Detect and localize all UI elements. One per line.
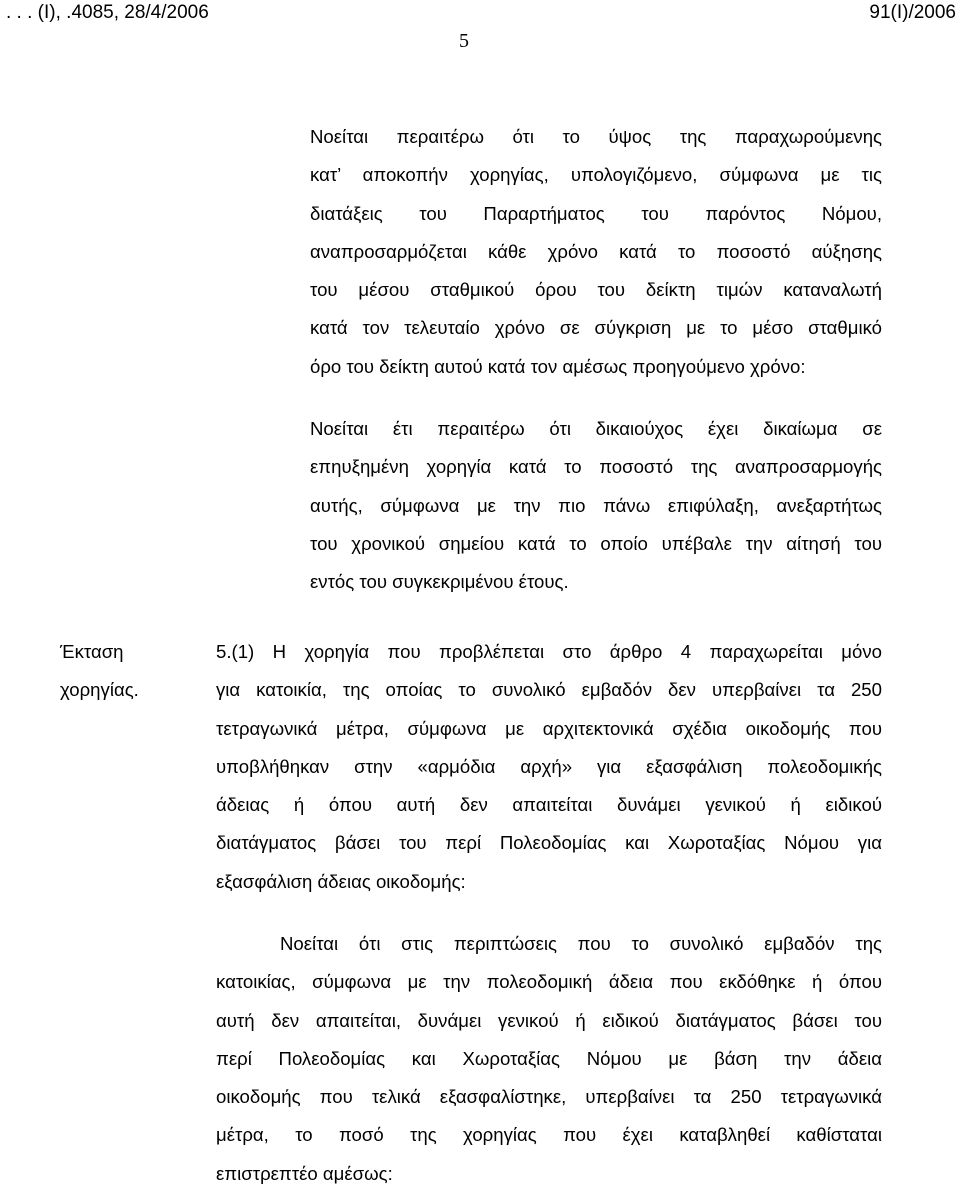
text-line: τετραγωνικά μέτρα, σύμφωνα με αρχιτεκτονικά σχέδια οικοδομής που	[216, 717, 882, 739]
text-line: για κατοικία, της οποίας το συνολικό εμβαδόν δεν υπερβαίνει τα 250	[216, 679, 882, 701]
margin-note-line: χορηγίας.	[60, 679, 139, 701]
text-line: διατάγματος βάσει του περί Πολεοδομίας και Χωροταξίας Νόμου για	[216, 832, 882, 854]
header-gazette-reference: . . . (Ι), .4085, 28/4/2006	[6, 2, 209, 23]
text-line: Νοείται περαιτέρω ότι το ύψος της παραχωρούμενης	[310, 126, 882, 147]
text-line: μέτρα, το ποσό της χορηγίας που έχει καταβληθεί καθίσταται	[216, 1124, 882, 1146]
text-line: κατά τον τελευταίο χρόνο σε σύγκριση με το μέσο σταθμικό	[310, 317, 882, 339]
text-line: υποβλήθηκαν στην «αρμόδια αρχή» για εξασφάλιση πολεοδομικής	[216, 755, 882, 777]
text-line: επηυξημένη χορηγία κατά το ποσοστό της αναπροσαρμογής	[310, 456, 882, 478]
paragraph-section-5-1	[216, 633, 882, 901]
text-line: περί Πολεοδομίας και Χωροταξίας Νόμου με βάση την άδεια	[216, 1047, 882, 1069]
header-law-number: 91(I)/2006	[869, 2, 956, 23]
paragraph-proviso-increased-grant	[310, 410, 882, 601]
text-line: Νοείται έτι περαιτέρω ότι δικαιούχος έχει δικαίωμα σε	[310, 418, 882, 439]
text-line: 5.(1) Η χορηγία που προβλέπεται στο άρθρο 4 παραχωρείται μόνο	[216, 641, 882, 662]
text-line: αναπροσαρμόζεται κάθε χρόνο κατά το ποσοστό αύξησης	[310, 240, 882, 262]
paragraph-proviso-adjustment	[310, 118, 882, 386]
text-line: διατάξεις του Παραρτήματος του παρόντος Νόμου,	[310, 202, 882, 224]
text-line: άδειας ή όπου αυτή δεν απαιτείται δυνάμει γενικού ή ειδικού	[216, 794, 882, 816]
page-number: 5	[459, 30, 469, 52]
paragraph-proviso-refund	[216, 925, 882, 1193]
text-line: του μέσου σταθμικού όρου του δείκτη τιμών καταναλωτή	[310, 279, 882, 301]
text-line: εντός του συγκεκριμένου έτους.	[310, 571, 569, 593]
margin-note-scope-of-grant	[60, 633, 139, 710]
text-line: επιστρεπτέο αμέσως:	[216, 1162, 393, 1184]
text-line: αυτής, σύμφωνα με την πιο πάνω επιφύλαξη, ανεξαρτήτως	[310, 494, 882, 516]
text-line: κατ’ αποκοπήν χορηγίας, υπολογιζόμενο, σύμφωνα με τις	[310, 164, 882, 186]
text-line: όρο του δείκτη αυτού κατά τον αμέσως προηγούμενο χρόνο:	[310, 355, 806, 377]
margin-note-line: Έκταση	[60, 641, 124, 662]
text-line: του χρονικού σημείου κατά το οποίο υπέβαλε την αίτησή του	[310, 532, 882, 554]
text-line: κατοικίας, σύμφωνα με την πολεοδομική άδεια που εκδόθηκε ή όπου	[216, 971, 882, 993]
text-line: εξασφάλιση άδειας οικοδομής:	[216, 870, 466, 892]
text-line: Νοείται ότι στις περιπτώσεις που το συνολικό εμβαδόν της	[280, 933, 882, 954]
text-line: οικοδομής που τελικά εξασφαλίστηκε, υπερβαίνει τα 250 τετραγωνικά	[216, 1086, 882, 1108]
text-line: αυτή δεν απαιτείται, δυνάμει γενικού ή ειδικού διατάγματος βάσει του	[216, 1009, 882, 1031]
